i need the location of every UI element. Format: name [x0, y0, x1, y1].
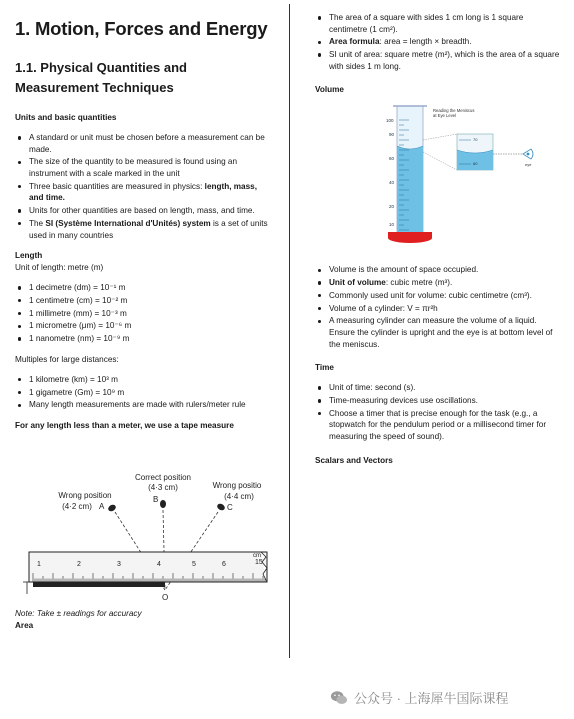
list-item: SI unit of area: square metre (m²), which is the area of a square with sides 1 m long.: [315, 49, 563, 72]
eye-icon: [107, 500, 226, 513]
list-item: Choose a timer that is precise enough for the task (e.g., a stopwatch for the pendulum period or a millisecond timer for measuring the speed of sound).: [315, 408, 563, 443]
list-item: Many length measurements are made with rulers/meter rule: [15, 399, 273, 411]
watermark-text: 公众号 · 上海犀牛国际课程: [354, 691, 509, 706]
zoom-label: 60: [473, 161, 478, 167]
ruler-number: 4: [157, 560, 161, 568]
eye-c-letter: C: [227, 502, 233, 512]
ruler-number: 3: [117, 560, 121, 568]
volume-list: [315, 264, 563, 350]
time-list: [315, 382, 563, 442]
wrong-right-value: (4·4 cm): [224, 491, 254, 501]
list-item: 1 centimetre (cm) = 10⁻² m: [15, 295, 273, 307]
eye-b-letter: B: [153, 494, 159, 504]
list-item: The SI (Système International d'Unités) system is a set of units used in many countries: [15, 218, 273, 241]
units-heading: Units and basic quantities: [15, 113, 117, 122]
cylinder-caption: at Eye Level: [433, 113, 457, 119]
wrong-left-label: Wrong position: [58, 490, 112, 500]
list-item: The area of a square with sides 1 cm long is 1 square centimetre (1 cm²).: [315, 12, 563, 35]
scale-label: 10: [389, 222, 395, 228]
list-item: 1 kilometre (km) = 10³ m: [15, 374, 273, 386]
object-letter: O: [162, 592, 169, 602]
zoom-label: 70: [473, 137, 478, 143]
list-item: Unit of volume: cubic metre (m³).: [315, 277, 563, 289]
list-item: Units for other quantities are based on length, mass, and time.: [15, 205, 273, 217]
scale-label: 90: [389, 132, 395, 138]
multiples-text: Multiples for large distances:: [15, 354, 119, 364]
ruler-parallax-figure: [15, 440, 273, 608]
list-item: 1 millimetre (mm) = 10⁻³ m: [15, 308, 273, 320]
right-column: [315, 12, 563, 475]
units-list: [15, 132, 273, 241]
list-item: Volume of a cylinder: V = πr²h: [315, 303, 563, 315]
list-item: A standard or unit must be chosen before a measurement can be made.: [15, 132, 273, 155]
scalars-vectors-heading: Scalars and Vectors: [315, 455, 393, 465]
scale-label: 20: [389, 204, 395, 210]
tape-measure-heading: For any length less than a meter, we use a tape measure: [15, 420, 234, 430]
list-item: Three basic quantities are measured in physics: length, mass, and time.: [15, 181, 273, 204]
list-item: Commonly used unit for volume: cubic centimetre (cm³).: [315, 290, 563, 302]
list-item: 1 gigametre (Gm) = 10⁹ m: [15, 387, 273, 399]
ruler-number: 2: [77, 560, 81, 568]
left-column: [15, 16, 273, 640]
list-item: Volume is the amount of space occupied.: [315, 264, 563, 276]
list-item: A measuring cylinder can measure the volume of a liquid. Ensure the cylinder is upright and the eye is at bottom level of the meniscus.: [315, 315, 563, 350]
wechat-icon: [330, 689, 348, 707]
scale-label: 100: [386, 118, 394, 124]
wrong-left-value: (4·2 cm): [62, 501, 92, 511]
eye-icon: [523, 149, 533, 159]
list-item: 1 micrometre (μm) = 10⁻⁶ m: [15, 320, 273, 332]
eye-label: eye: [525, 162, 532, 168]
scale-label: 40: [389, 180, 395, 186]
volume-heading: Volume: [315, 85, 344, 95]
scale-label: 60: [389, 156, 395, 162]
wrong-right-label: Wrong positio: [212, 480, 262, 490]
chapter-title: 1. Motion, Forces and Energy: [15, 18, 268, 39]
length-heading: Length: [15, 251, 43, 261]
accuracy-note: Note: Take ± readings for accuracy: [15, 608, 142, 618]
column-divider: [289, 4, 290, 658]
length-list: [15, 282, 273, 345]
ruler-number: 6: [222, 560, 226, 568]
correct-position-value: (4·3 cm): [148, 482, 178, 492]
cylinder-caption: Reading the Meniscus: [433, 108, 475, 114]
list-item: The size of the quantity to be measured is found using an instrument with a scale marked in the unit: [15, 156, 273, 179]
ruler-number: 15: [255, 558, 263, 566]
area-list: [315, 12, 563, 72]
ruler-unit: cm: [253, 552, 261, 559]
correct-position-label: Correct position: [134, 472, 192, 482]
list-item: Unit of time: second (s).: [315, 382, 563, 394]
length-unit-text: Unit of length: metre (m): [15, 263, 104, 273]
ruler-number: 5: [192, 560, 196, 568]
time-heading: Time: [315, 363, 334, 373]
eye-a-letter: A: [99, 501, 105, 511]
list-item: Area formula: area = length × breadth.: [315, 36, 563, 48]
measuring-cylinder-figure: [355, 104, 555, 254]
watermark: [330, 688, 509, 707]
ruler-number: 1: [37, 560, 41, 568]
multiples-list: [15, 374, 273, 411]
list-item: 1 nanometre (nm) = 10⁻⁹ m: [15, 333, 273, 345]
section-title: 1.1. Physical Quantities and Measurement Techniques: [15, 60, 187, 95]
list-item: 1 decimetre (dm) = 10⁻¹ m: [15, 282, 273, 294]
area-heading: Area: [15, 620, 34, 630]
list-item: Time-measuring devices use oscillations.: [315, 395, 563, 407]
